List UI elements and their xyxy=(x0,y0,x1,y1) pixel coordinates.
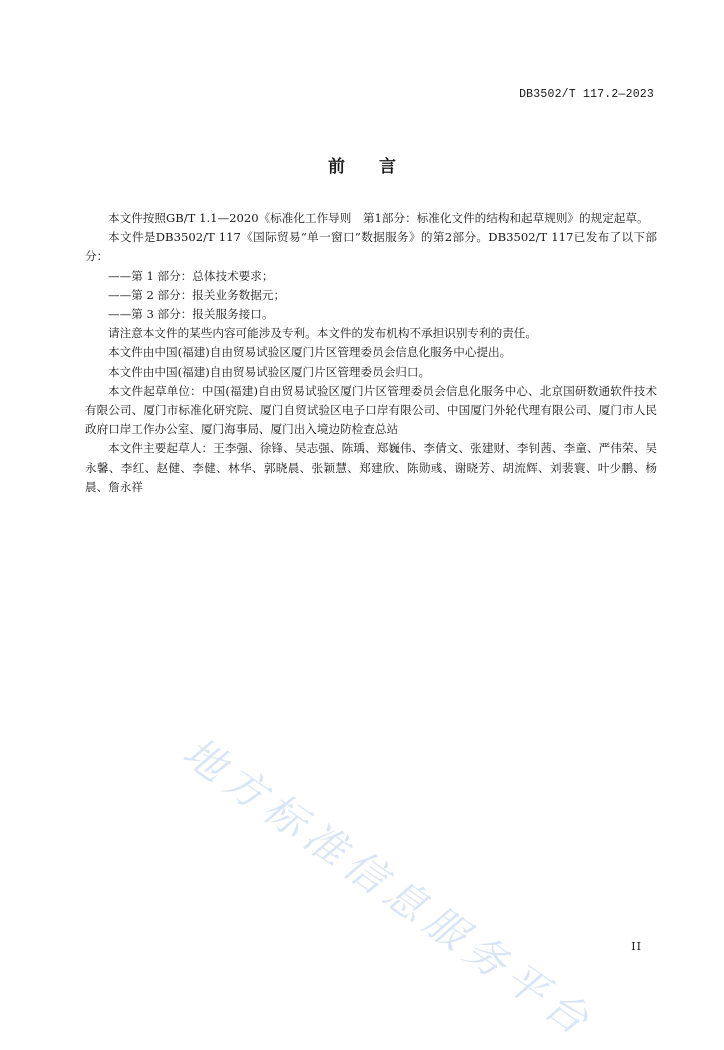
paragraph-patent-notice: 请注意本文件的某些内容可能涉及专利。本文件的发布机构不承担识别专利的责任。 xyxy=(108,326,537,341)
document-code: DB3502/T 117.2—2023 xyxy=(519,88,654,101)
list-item-part-3: ——第 3 部分：报关服务接口。 xyxy=(108,307,274,322)
paragraph-administrator: 本文件由中国(福建)自由贸易试验区厦门片区管理委员会归口。 xyxy=(108,364,431,379)
page-number: II xyxy=(631,940,642,953)
watermark: 地方标准信息服务平台 xyxy=(174,727,604,1049)
foreword-body xyxy=(85,209,657,497)
paragraph-parts-intro: 本文件是DB3502/T 117《国际贸易“单一窗口”数据服务》的第2部分。DB3502/T 117已发布了以下部分： xyxy=(85,230,657,264)
paragraph-drafting-rules: 本文件按照GB/T 1.1—2020《标准化工作导则 第1部分：标准化文件的结构和起草规则》的规定起草。 xyxy=(108,211,649,225)
paragraph-proposer: 本文件由中国(福建)自由贸易试验区厦门片区管理委员会信息化服务中心提出。 xyxy=(108,345,512,360)
list-item-part-1: ——第 1 部分：总体技术要求； xyxy=(108,268,274,283)
list-item-part-2: ——第 2 部分：报关业务数据元； xyxy=(108,287,286,302)
page-title: 前 言 xyxy=(328,157,410,177)
paragraph-drafters: 本文件主要起草人：王李强、徐锋、吴志强、陈瑀、郑巍伟、李倩文、张建财、李钊茜、李童、严伟荣、吴永馨、李红、赵健、李健、林华、郭晓晨、张颖慧、郑建欣、陈勋彧、谢晓芳、胡流辉、刘裴寰、叶少鹏、杨晨、詹永祥 xyxy=(85,441,657,494)
paragraph-drafting-units: 本文件起草单位：中国(福建)自由贸易试验区厦门片区管理委员会信息化服务中心、北京国研数通软件技术有限公司、厦门市标准化研究院、厦门自贸试验区电子口岸有限公司、中国厦门外轮代理有限公司、厦门市人民政府口岸工作办公室、厦门海事局、厦门出入境边防检查总站 xyxy=(85,383,657,437)
